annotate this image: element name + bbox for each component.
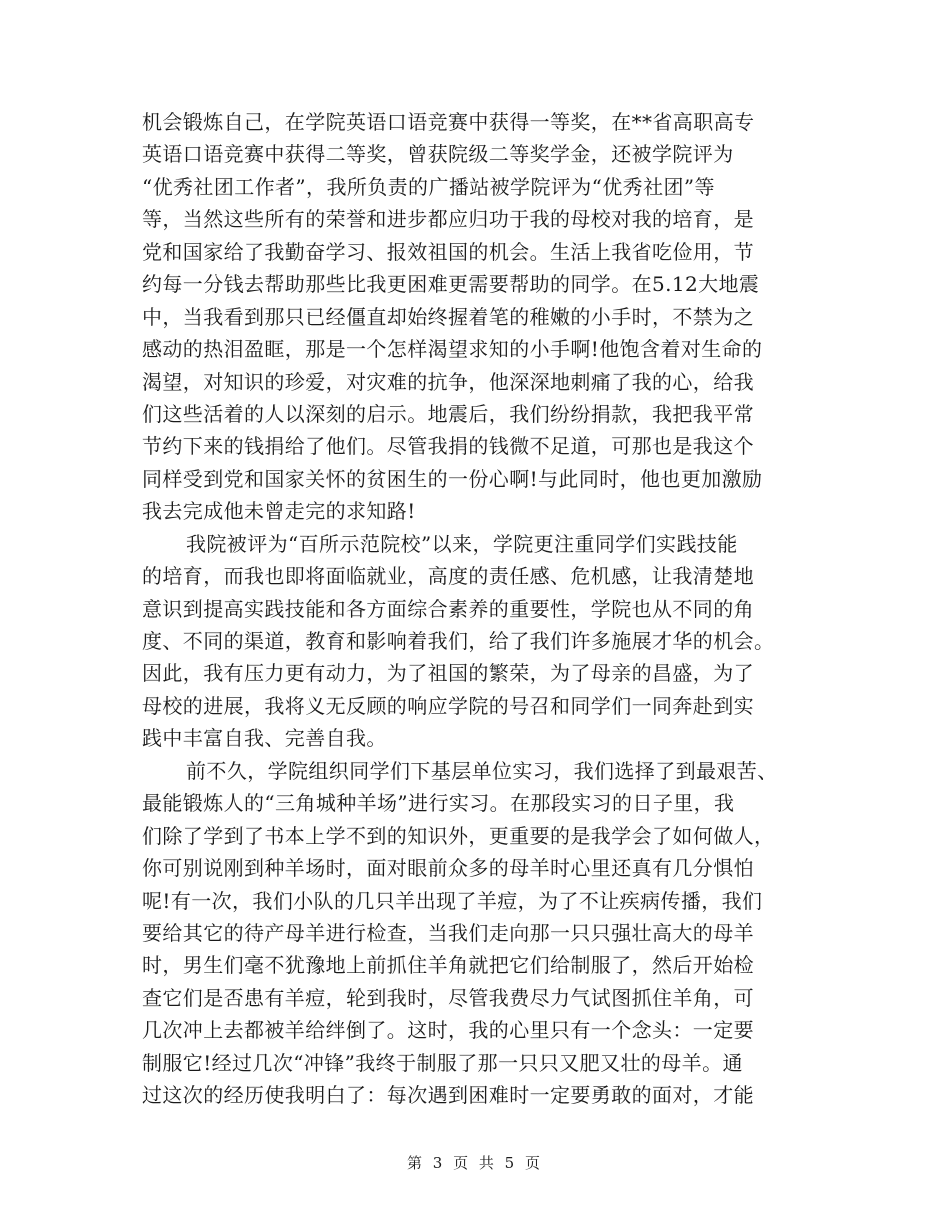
page-number-footer: 第 3 页 共 5 页: [407, 1154, 543, 1172]
text-line: 过这次的经历使我明白了：每次遇到困难时一定要勇敢的面对，才能: [142, 1083, 754, 1108]
text-line: 约每一分钱去帮助那些比我更困难更需要帮助的同学。在5.12大地震: [142, 272, 760, 297]
text-line: 意识到提高实践技能和各方面综合素养的重要性，学院也从不同的角: [142, 596, 754, 621]
text-line: 感动的热泪盈眶，那是一个怎样渴望求知的小手啊!他饱含着对生命的: [142, 337, 763, 362]
text-line: 英语口语竞赛中获得二等奖，曾获院级二等奖学金，还被学院评为: [142, 142, 734, 167]
text-line: 们这些活着的人以深刻的启示。地震后，我们纷纷捐款，我把我平常: [142, 401, 754, 426]
text-line: 制服它!经过几次“冲锋”我终于制服了那一只只又肥又壮的母羊。通: [142, 1050, 743, 1075]
text-line: 渴望，对知识的珍爱，对灾难的抗争，他深深地刺痛了我的心，给我: [142, 369, 754, 394]
text-line: 时，男生们毫不犹豫地上前抓住羊角就把它们给制服了，然后开始检: [142, 953, 754, 978]
text-line: 度、不同的渠道，教育和影响着我们，给了我们许多施展才华的机会。: [142, 629, 775, 653]
text-line: 们除了学到了书本上学不到的知识外，更重要的是我学会了如何做人，: [142, 823, 775, 848]
text-line: 的培育，而我也即将面临就业，高度的责任感、危机感，让我清楚地: [142, 564, 754, 589]
text-line: 你可别说刚到种羊场时，面对眼前众多的母羊时心里还真有几分惧怕: [142, 856, 754, 881]
text-line: 要给其它的待产母羊进行检查，当我们走向那一只只强壮高大的母羊: [142, 920, 754, 945]
text-line: “优秀社团工作者”，我所负责的广播站被学院评为“优秀社团”等: [142, 174, 715, 199]
text-line: 我去完成他未曾走完的求知路!: [142, 499, 416, 524]
text-line: 最能锻炼人的“三角城种羊场”进行实习。在那段实习的日子里，我: [142, 791, 735, 816]
text-line: 中，当我看到那只已经僵直却始终握着笔的稚嫩的小手时，不禁为之: [142, 304, 754, 329]
text-line: 几次冲上去都被羊给绊倒了。这时，我的心里只有一个念头：一定要: [142, 1018, 754, 1043]
text-line: 节约下来的钱捐给了他们。尽管我捐的钱微不足道，可那也是我这个: [142, 434, 754, 459]
text-line: 呢!有一次，我们小队的几只羊出现了羊痘，为了不让疾病传播，我们: [142, 888, 763, 913]
text-line: 母校的进展，我将义无反顾的响应学院的号召和同学们一同奔赴到实: [142, 693, 754, 718]
text-line: 等，当然这些所有的荣誉和进步都应归功于我的母校对我的培育，是: [142, 207, 754, 232]
text-line: 因此，我有压力更有动力，为了祖国的繁荣，为了母亲的昌盛，为了: [142, 661, 754, 686]
paragraph-start-line: 前不久，学院组织同学们下基层单位实习，我们选择了到最艰苦、: [186, 758, 778, 783]
paragraph-start-line: 我院被评为“百所示范院校”以来，学院更注重同学们实践技能: [186, 531, 738, 556]
text-line: 党和国家给了我勤奋学习、报效祖国的机会。生活上我省吃俭用，节: [142, 239, 754, 264]
text-line: 践中丰富自我、完善自我。: [142, 726, 387, 751]
body-text: [142, 106, 810, 1112]
text-line: 机会锻炼自己，在学院英语口语竞赛中获得一等奖，在**省高职高专: [142, 110, 755, 134]
text-line: 查它们是否患有羊痘，轮到我时，尽管我费尽力气试图抓住羊角，可: [142, 985, 754, 1010]
text-line: 同样受到党和国家关怀的贫困生的一份心啊!与此同时，他也更加激励: [142, 466, 763, 491]
